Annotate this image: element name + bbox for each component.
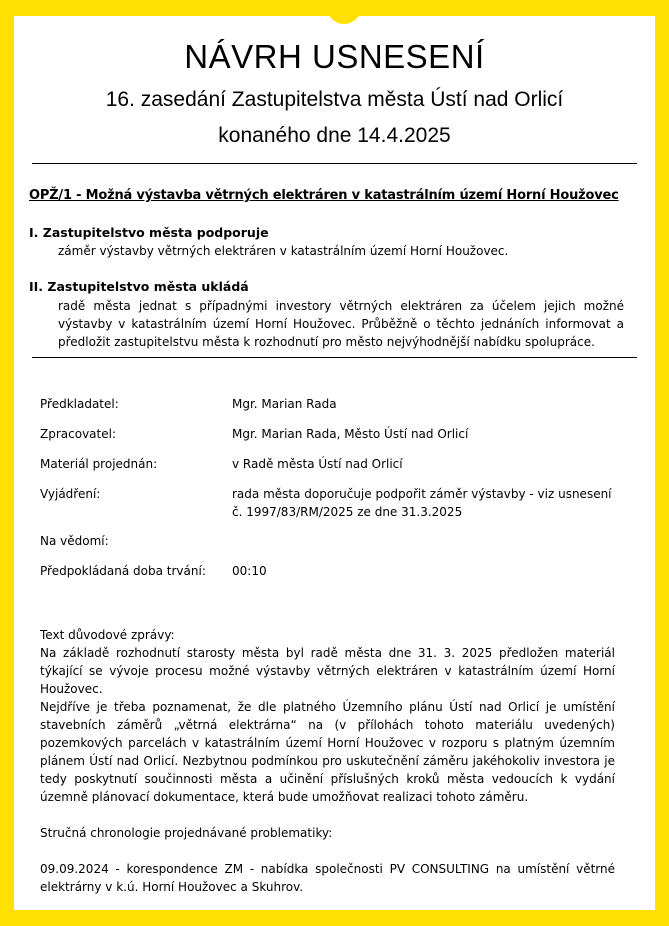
report-label: Text důvodové zprávy: xyxy=(40,628,175,642)
meta-label: Materiál projednán: xyxy=(40,457,158,471)
document-title: NÁVRH USNESENÍ xyxy=(184,38,485,75)
divider xyxy=(32,163,637,164)
frame-decoration xyxy=(327,16,361,24)
part1-heading: I. Zastupitelstvo města podporuje xyxy=(29,225,269,240)
meta-label: Předpokládaná doba trvání: xyxy=(40,564,206,578)
part2-text: radě města jednat s případnými investory větrných elektráren za účelem jejich možné výstavby v katastrálním území Horní Houžovec. Průběžně o těchto jednáních informovat a předložit zastupitelstvu města k rozhodnutí pro město nejvýhodnější nabídku spolupráce. xyxy=(58,299,624,349)
meeting-date: konaného dne 14.4.2025 xyxy=(218,124,451,147)
part1-text: záměr výstavby větrných elektráren v katastrálním území Horní Houžovec. xyxy=(58,244,509,258)
part2-heading: II. Zastupitelstvo města ukládá xyxy=(29,279,249,294)
report-paragraph: Stručná chronologie projednávané problematiky: xyxy=(40,826,333,840)
report-paragraph: Nejdříve je třeba poznamenat, že dle platného Územního plánu Ústí nad Orlicí je umístění stavebních záměrů „větrná elektrárna“ na (v přílohách tohoto materiálu uvedených) pozemkových parcelách v katastrálním území Horní Houžovec v rozporu s platným územním plánem Ústí nad Orlicí. Nezbytnou podmínkou pro uskutečnění záměru jakéhokoliv investora je tedy poskytnutí součinnosti města a učinění příslušných kroků města vedoucích k vydání územně plánovací dokumentace, která bude umožňovat realizaci tohoto záměru. xyxy=(40,700,615,804)
meta-value: v Radě města Ústí nad Orlicí xyxy=(232,457,403,471)
document-subtitle: 16. zasedání Zastupitelstva města Ústí nad Orlicí xyxy=(105,88,564,111)
meta-label: Na vědomí: xyxy=(40,534,109,548)
meta-label: Zpracovatel: xyxy=(40,427,116,441)
report-paragraph: Na základě rozhodnutí starosty města byl radě města dne 31. 3. 2025 předložen materiál týkající se vývoje procesu možné výstavby větrných elektráren v katastrálním území Horní Houžovec. xyxy=(40,646,615,696)
meta-value: Mgr. Marian Rada xyxy=(232,397,337,411)
meta-value: 00:10 xyxy=(232,564,267,578)
divider xyxy=(32,357,637,358)
document-page xyxy=(14,16,655,910)
item-heading: OPŽ/1 - Možná výstavba větrných elektráren v katastrálním území Horní Houžovec xyxy=(29,188,619,203)
meta-value: Mgr. Marian Rada, Město Ústí nad Orlicí xyxy=(232,427,469,441)
meta-label: Vyjádření: xyxy=(40,487,101,501)
report-paragraph: 09.09.2024 - korespondence ZM - nabídka společnosti PV CONSULTING na umístění větrné elektrárny v k.ú. Horní Houžovec a Skuhrov. xyxy=(40,862,615,894)
meta-value: rada města doporučuje podpořit záměr výstavby - viz usnesení č. 1997/83/RM/2025 ze dne 31.3.2025 xyxy=(232,487,612,519)
meta-label: Předkladatel: xyxy=(40,397,119,411)
